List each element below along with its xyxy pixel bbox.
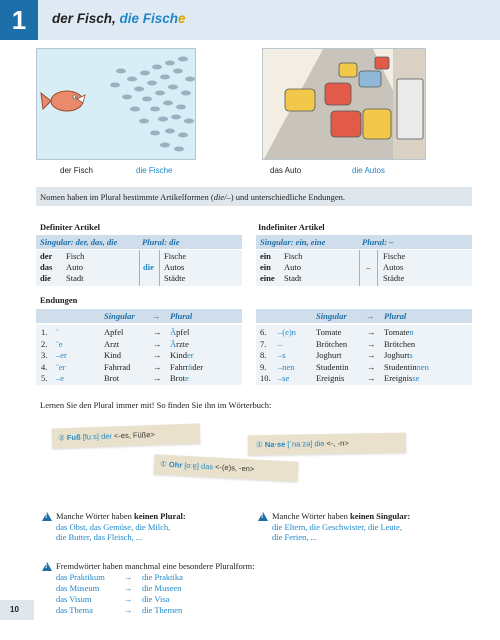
definite-plural-article: die	[143, 262, 154, 272]
endings-right-row-num: 6.	[260, 327, 267, 337]
definite-col-plural: Plural: die	[142, 237, 180, 247]
chapter-number: 1	[0, 0, 38, 40]
endings-right-row-arrow: →	[367, 338, 376, 349]
warning-icon	[42, 562, 52, 571]
endings-left-row-num: 4.	[41, 361, 48, 372]
foreign-singular: das Visum	[56, 594, 92, 604]
endings-right-row-ending: –	[278, 338, 283, 349]
definite-noun-3: Stadt	[66, 273, 84, 283]
cars-illustration	[262, 48, 426, 160]
endings-right-arrow-header: →	[366, 311, 375, 321]
entry-nase-ipa: [ˈnaːzə]	[287, 439, 313, 449]
intro-text-a: Nomen haben im Plural bestimmte Artikelformen (	[40, 192, 214, 202]
caption-fish-singular: der Fisch	[60, 166, 93, 175]
dictionary-entry-fuss	[52, 423, 201, 448]
entry-ohr-num: ①	[159, 459, 168, 469]
endings-right-row-plural-stem: Studentin	[384, 361, 417, 372]
endings-right-row-plural-stem: Joghurt	[384, 350, 410, 360]
caption-fish-plural: die Fische	[136, 166, 173, 175]
intro-text-b: ) und unterschiedliche Endungen.	[230, 192, 345, 202]
endings-left-row-ending: ¨e	[56, 338, 63, 349]
definite-article-3: die	[40, 273, 51, 283]
foreign-singular: das Thema	[56, 605, 93, 615]
entry-ohr-article: das	[200, 461, 214, 472]
endings-left-row-plural-stem: Brot	[170, 373, 186, 383]
endings-left-row-plural-stem: Fahrr	[170, 361, 189, 372]
endings-right-row-plural	[384, 373, 419, 383]
title-plural: die Fisch	[119, 11, 179, 26]
foreign-arrow: →	[124, 572, 133, 582]
endings-right-col-plural: Plural	[384, 311, 407, 321]
endings-right-row-ending: –(e)n	[278, 327, 296, 337]
endings-right-row-singular: Joghurt	[316, 350, 342, 360]
endings-left-row-singular: Kind	[104, 350, 121, 360]
entry-ohr-word: Ohr	[168, 460, 183, 470]
entry-fuss-plural: <-es, Füße>	[113, 429, 155, 441]
endings-right-row-singular: Ereignis	[316, 373, 345, 383]
intro-text	[40, 192, 345, 202]
indefinite-divider-1	[359, 250, 360, 286]
endings-right-row-arrow: →	[367, 361, 376, 372]
endings-heading: Endungen	[40, 295, 78, 305]
definite-table-header	[36, 235, 242, 249]
foreign-plural: die Themen	[142, 605, 183, 615]
endings-right-row-num: 8.	[260, 350, 267, 360]
endings-left-row-plural	[170, 327, 189, 337]
endings-right-row-arrow: →	[367, 350, 376, 360]
dictionary-entry-nase	[248, 433, 406, 456]
endings-right-row-ending: –nen	[278, 361, 295, 372]
no-singular-examples-2: die Ferien, ...	[272, 532, 317, 542]
indefinite-col-plural: Plural: –	[362, 237, 394, 247]
endings-right-row-singular: Brötchen	[316, 338, 348, 349]
indefinite-noun-2: Auto	[284, 262, 301, 272]
endings-left-row-num: 3.	[41, 350, 48, 360]
entry-ohr-text	[160, 460, 255, 474]
endings-right-row-plural-mark: n	[409, 327, 414, 337]
definite-col-singular: Singular: der, das, die	[40, 237, 118, 247]
intro-text-articles: die/–	[213, 192, 231, 202]
entry-fuss-text	[58, 430, 155, 442]
endings-right-row-plural-mark: nen	[416, 361, 429, 372]
warning-icon-mark: !	[45, 563, 48, 570]
foreign-words-label: Fremdwörter haben manchmal eine besondere Pluralform:	[56, 561, 255, 571]
no-singular-examples-1: die Eltern, die Geschwister, die Leute,	[272, 521, 402, 532]
endings-right-col-singular: Singular	[316, 311, 347, 321]
endings-left-row-arrow: →	[153, 361, 162, 372]
endings-left-arrow-header: →	[152, 311, 161, 321]
indefinite-plural-2: Autos	[383, 262, 404, 272]
endings-left-row-plural-stem: Kind	[170, 350, 187, 360]
definite-divider-2	[159, 250, 160, 286]
endings-left-row-plural-rest: der	[192, 361, 204, 372]
endings-right-row-plural-mark: s	[409, 350, 413, 360]
caption-car-plural: die Autos	[352, 166, 385, 175]
endings-left-row-plural-mark: ä	[188, 361, 193, 372]
endings-left-row-num: 1.	[41, 327, 48, 337]
no-plural-examples-2: die Butter, das Fleisch, ...	[56, 532, 143, 542]
entry-nase-text	[256, 439, 349, 450]
endings-left-row-arrow: →	[153, 373, 162, 383]
caption-car-singular: das Auto	[270, 166, 302, 175]
endings-left-row-plural	[170, 373, 189, 383]
no-singular-note	[272, 511, 410, 543]
endings-right-row-plural-mark: se	[412, 373, 420, 383]
indefinite-heading: Indefiniter Artikel	[258, 222, 325, 232]
indefinite-table-header	[256, 235, 472, 249]
endings-left-col-plural: Plural	[170, 311, 193, 321]
endings-left-row-ending: ¨	[56, 327, 59, 337]
endings-right-row-plural	[384, 339, 415, 349]
indefinite-divider-2	[377, 250, 378, 286]
warning-icon-mark: !	[45, 513, 48, 520]
foreign-singular: das Praktikum	[56, 572, 105, 582]
endings-left-row-ending: –e	[56, 373, 65, 383]
entry-nase-article: die	[314, 439, 325, 449]
endings-right-row-plural-stem: Ereignis	[384, 373, 413, 383]
foreign-arrow: →	[124, 583, 133, 593]
endings-right-row-arrow: →	[367, 373, 376, 383]
foreign-plural: die Praktika	[142, 572, 183, 582]
endings-left-row-plural-mark: Ä	[170, 327, 177, 337]
no-plural-examples-1: das Obst, das Gemüse, die Milch,	[56, 521, 171, 532]
indefinite-article-1: ein	[260, 251, 271, 261]
endings-right-row-singular: Studentin	[316, 361, 349, 372]
entry-fuss-ipa: [fuːs]	[82, 431, 100, 442]
endings-right-header	[256, 309, 472, 323]
entry-nase-word: Na·se	[264, 439, 286, 450]
endings-right-row-ending: –s	[278, 350, 286, 360]
entry-fuss-word: Fuß	[66, 432, 81, 443]
dictionary-intro: Lernen Sie den Plural immer mit! So finden Sie ihn im Wörterbuch:	[40, 400, 272, 410]
endings-left-row-plural	[170, 339, 189, 349]
no-plural-label-b: keinen Plural:	[133, 511, 186, 521]
indefinite-plural-1: Fische	[383, 251, 406, 261]
endings-left-row-plural-rest: pfel	[176, 327, 190, 337]
indefinite-article-3: eine	[260, 273, 275, 283]
definite-article-1: der	[40, 251, 53, 261]
endings-right-row-plural	[384, 327, 414, 337]
endings-left-row-ending: ¨er	[56, 361, 66, 372]
entry-ohr-plural: <-(e)s, -en>	[214, 462, 255, 474]
no-plural-note	[56, 511, 186, 543]
endings-right-row-singular: Tomate	[316, 327, 342, 337]
endings-left-row-plural-rest: rzte	[176, 338, 189, 349]
page-title	[52, 11, 186, 26]
endings-left-row-ending: –er	[56, 350, 67, 360]
warning-icon	[258, 512, 268, 521]
endings-left-row-plural-mark: Ä	[170, 338, 177, 349]
no-plural-label-a: Manche Wörter haben	[56, 511, 134, 521]
endings-right-row-plural	[384, 362, 429, 372]
definite-divider-1	[139, 250, 140, 286]
endings-left-row-singular: Arzt	[104, 338, 120, 349]
endings-left-row-plural	[170, 350, 194, 360]
definite-plural-2: Autos	[164, 262, 185, 272]
fish-drawing	[37, 49, 196, 160]
definite-noun-2: Auto	[66, 262, 83, 272]
endings-left-row-singular: Brot	[104, 373, 120, 383]
indefinite-noun-3: Stadt	[284, 273, 302, 283]
endings-left-row-num: 5.	[41, 373, 48, 383]
endings-left-row-singular: Fahrrad	[104, 361, 131, 372]
endings-left-header	[36, 309, 242, 323]
foreign-arrow: →	[124, 594, 133, 604]
indefinite-plural-article: –	[366, 262, 371, 272]
no-singular-label-a: Manche Wörter haben	[272, 511, 350, 521]
definite-article-2: das	[40, 262, 53, 272]
endings-left-row-num: 2.	[41, 338, 48, 349]
warning-icon-mark: !	[261, 513, 264, 520]
indefinite-article-2: ein	[260, 262, 271, 272]
page-number: 10	[10, 605, 19, 614]
endings-left-row-singular: Apfel	[104, 327, 124, 337]
definite-heading: Definiter Artikel	[40, 222, 101, 232]
endings-left-row-arrow: →	[153, 350, 162, 360]
indefinite-plural-3: Städte	[383, 273, 405, 283]
endings-left-row-arrow: →	[153, 338, 162, 349]
endings-right-row-plural-stem: Tomate	[384, 327, 410, 337]
entry-nase-plural: <-, -n>	[326, 438, 349, 449]
foreign-arrow: →	[124, 605, 133, 615]
foreign-plural: die Visa	[142, 594, 170, 604]
entry-fuss-article: der	[100, 431, 113, 441]
endings-right-row-num: 10.	[260, 373, 271, 383]
foreign-singular: das Museum	[56, 583, 100, 593]
definite-noun-1: Fisch	[66, 251, 85, 261]
entry-ohr-ipa: [oːɐ̯]	[184, 460, 200, 471]
fish-illustration	[36, 48, 196, 160]
endings-left-row-plural-mark: e	[185, 373, 189, 383]
endings-right-row-num: 9.	[260, 361, 267, 372]
title-singular: der Fisch,	[52, 11, 120, 26]
title-plural-ending: e	[178, 11, 186, 26]
endings-left-row-arrow: →	[153, 327, 162, 337]
foreign-plural: die Museen	[142, 583, 182, 593]
endings-left-row-plural-mark: er	[187, 350, 194, 360]
definite-plural-3: Städte	[164, 273, 186, 283]
warning-icon	[42, 512, 52, 521]
indefinite-noun-1: Fisch	[284, 251, 303, 261]
endings-right-row-ending: –se	[278, 373, 290, 383]
cars-drawing	[263, 49, 426, 160]
entry-nase-num: ①	[255, 440, 263, 450]
endings-right-row-plural	[384, 350, 413, 360]
no-singular-label-b: keinen Singular:	[349, 511, 411, 521]
endings-left-col-singular: Singular	[104, 311, 135, 321]
endings-right-row-num: 7.	[260, 338, 267, 349]
definite-plural-1: Fische	[164, 251, 187, 261]
dictionary-entry-ohr	[154, 454, 299, 482]
entry-fuss-num: ②	[57, 433, 65, 443]
endings-right-row-plural-stem: Brötchen	[384, 338, 416, 349]
endings-right-row-arrow: →	[367, 327, 376, 337]
indefinite-col-singular: Singular: ein, eine	[260, 237, 326, 247]
endings-left-row-plural	[170, 362, 203, 372]
